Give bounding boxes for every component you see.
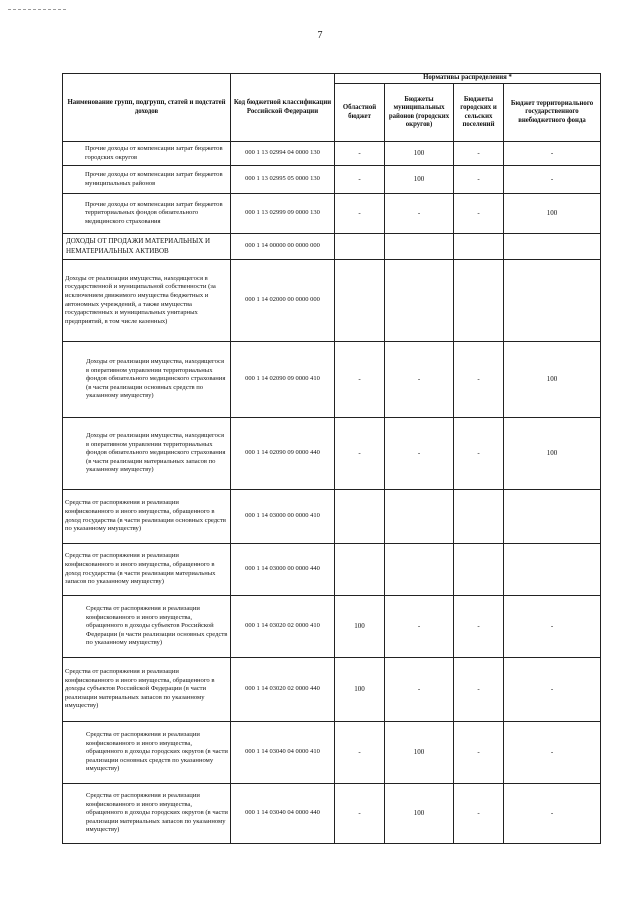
scan-edge-mark [8, 9, 66, 10]
cell-name: Прочие доходы от компенсации затрат бюджетов городских округов [63, 142, 231, 166]
cell-municipal [385, 234, 454, 260]
cell-regional: - [335, 342, 385, 418]
cell-regional: - [335, 142, 385, 166]
cell-settlements: - [454, 596, 504, 658]
cell-regional [335, 260, 385, 342]
cell-settlements: - [454, 418, 504, 490]
cell-regional: - [335, 194, 385, 234]
header-municipal: Бюджеты муниципальных районов (городских округов) [385, 84, 454, 142]
cell-municipal: 100 [385, 142, 454, 166]
cell-municipal: - [385, 342, 454, 418]
cell-code: 000 1 14 02090 09 0000 440 [231, 418, 335, 490]
cell-code: 000 1 13 02994 04 0000 130 [231, 142, 335, 166]
cell-code: 000 1 13 02995 05 0000 130 [231, 166, 335, 194]
cell-settlements: - [454, 166, 504, 194]
table-row [63, 544, 601, 596]
cell-name: Доходы от реализации имущества, находящегося в государственной и муниципальной собственности (за исключением движимого имущества бюджетных и автономных учреждений, а также имущества государственных и муниципальных унитарных предприятий, в том числе казенных) [63, 260, 231, 342]
cell-settlements: - [454, 342, 504, 418]
table-row [63, 658, 601, 722]
cell-fund: 100 [504, 194, 601, 234]
cell-fund: 100 [504, 342, 601, 418]
header-code: Код бюджетной классификации Российской Федерации [231, 74, 335, 142]
cell-name: Средства от распоряжения и реализации конфискованного и иного имущества, обращенного в доходы городских округов (в части реализации материальных запасов по указанному имуществу) [63, 784, 231, 844]
cell-regional [335, 490, 385, 544]
cell-code: 000 1 14 03020 02 0000 440 [231, 658, 335, 722]
cell-regional: - [335, 418, 385, 490]
cell-name: Средства от распоряжения и реализации конфискованного и иного имущества, обращенного в доходы субъектов Российской Федерации (в части реализации основных средств по указанному имуществу) [63, 596, 231, 658]
header-regional: Областной бюджет [335, 84, 385, 142]
cell-code: 000 1 14 03000 00 0000 410 [231, 490, 335, 544]
cell-municipal [385, 544, 454, 596]
cell-fund [504, 260, 601, 342]
cell-name: Доходы от реализации имущества, находящегося в оперативном управлении территориальных фондов обязательного медицинского страхования (в части реализации материальных запасов по указанному имуществу) [63, 418, 231, 490]
cell-settlements: - [454, 142, 504, 166]
cell-fund: - [504, 722, 601, 784]
cell-municipal: - [385, 658, 454, 722]
cell-code: 000 1 14 03040 04 0000 440 [231, 784, 335, 844]
cell-settlements [454, 490, 504, 544]
cell-regional [335, 234, 385, 260]
table-row [63, 260, 601, 342]
cell-name: Средства от распоряжения и реализации конфискованного и иного имущества, обращенного в доходы городских округов (в части реализации основных средств по указанному имуществу) [63, 722, 231, 784]
cell-municipal: - [385, 418, 454, 490]
cell-settlements: - [454, 658, 504, 722]
cell-name: Прочие доходы от компенсации затрат бюджетов территориальных фондов обязательного медицинского страхования [63, 194, 231, 234]
cell-name: Прочие доходы от компенсации затрат бюджетов муниципальных районов [63, 166, 231, 194]
cell-name: Средства от распоряжения и реализации конфискованного и иного имущества, обращенного в доходы субъектов Российской Федерации (в части реализации материальных запасов по указанному имуществу) [63, 658, 231, 722]
header-fund: Бюджет территориального государственного внебюджетного фонда [504, 84, 601, 142]
cell-fund [504, 544, 601, 596]
cell-fund: - [504, 784, 601, 844]
cell-regional: - [335, 722, 385, 784]
cell-settlements [454, 260, 504, 342]
table-row [63, 596, 601, 658]
cell-municipal: - [385, 194, 454, 234]
header-name: Наименование групп, подгрупп, статей и подстатей доходов [63, 74, 231, 142]
cell-settlements: - [454, 722, 504, 784]
table-row [63, 166, 601, 194]
cell-fund: - [504, 596, 601, 658]
cell-fund: - [504, 142, 601, 166]
cell-settlements: - [454, 784, 504, 844]
cell-fund [504, 234, 601, 260]
cell-regional: - [335, 784, 385, 844]
header-norms: Нормативы распределения * [335, 74, 601, 84]
table-row [63, 234, 601, 260]
cell-code: 000 1 14 03020 02 0000 410 [231, 596, 335, 658]
cell-regional: 100 [335, 596, 385, 658]
cell-name: Средства от распоряжения и реализации конфискованного и иного имущества, обращенного в доход государства (в части реализации основных средств по указанному имуществу) [63, 490, 231, 544]
cell-code: 000 1 14 03000 00 0000 440 [231, 544, 335, 596]
table-row [63, 784, 601, 844]
cell-municipal: - [385, 596, 454, 658]
revenue-distribution-table [62, 73, 601, 844]
table-row [63, 418, 601, 490]
cell-municipal: 100 [385, 784, 454, 844]
cell-regional: 100 [335, 658, 385, 722]
cell-name: ДОХОДЫ ОТ ПРОДАЖИ МАТЕРИАЛЬНЫХ И НЕМАТЕРИАЛЬНЫХ АКТИВОВ [63, 234, 231, 260]
page-number: 7 [317, 30, 323, 41]
cell-fund [504, 490, 601, 544]
table-row [63, 194, 601, 234]
cell-municipal: 100 [385, 722, 454, 784]
cell-code: 000 1 14 02000 00 0000 000 [231, 260, 335, 342]
cell-name: Доходы от реализации имущества, находящегося в оперативном управлении территориальных фондов обязательного медицинского страхования (в части реализации основных средств по указанному имуществу) [63, 342, 231, 418]
cell-municipal [385, 260, 454, 342]
cell-name: Средства от распоряжения и реализации конфискованного и иного имущества, обращенного в доход государства (в части реализации материальных запасов по указанному имуществу) [63, 544, 231, 596]
cell-settlements: - [454, 194, 504, 234]
header-settlements: Бюджеты городских и сельских поселений [454, 84, 504, 142]
table-row [63, 490, 601, 544]
cell-code: 000 1 14 03040 04 0000 410 [231, 722, 335, 784]
table-row [63, 722, 601, 784]
cell-municipal: 100 [385, 166, 454, 194]
cell-settlements [454, 544, 504, 596]
table-row [63, 142, 601, 166]
cell-code: 000 1 14 02090 09 0000 410 [231, 342, 335, 418]
cell-regional: - [335, 166, 385, 194]
cell-fund: - [504, 166, 601, 194]
table-row [63, 342, 601, 418]
cell-code: 000 1 13 02999 09 0000 130 [231, 194, 335, 234]
cell-code: 000 1 14 00000 00 0000 000 [231, 234, 335, 260]
cell-municipal [385, 490, 454, 544]
cell-regional [335, 544, 385, 596]
table-body [63, 142, 601, 844]
cell-fund: - [504, 658, 601, 722]
cell-settlements [454, 234, 504, 260]
cell-fund: 100 [504, 418, 601, 490]
